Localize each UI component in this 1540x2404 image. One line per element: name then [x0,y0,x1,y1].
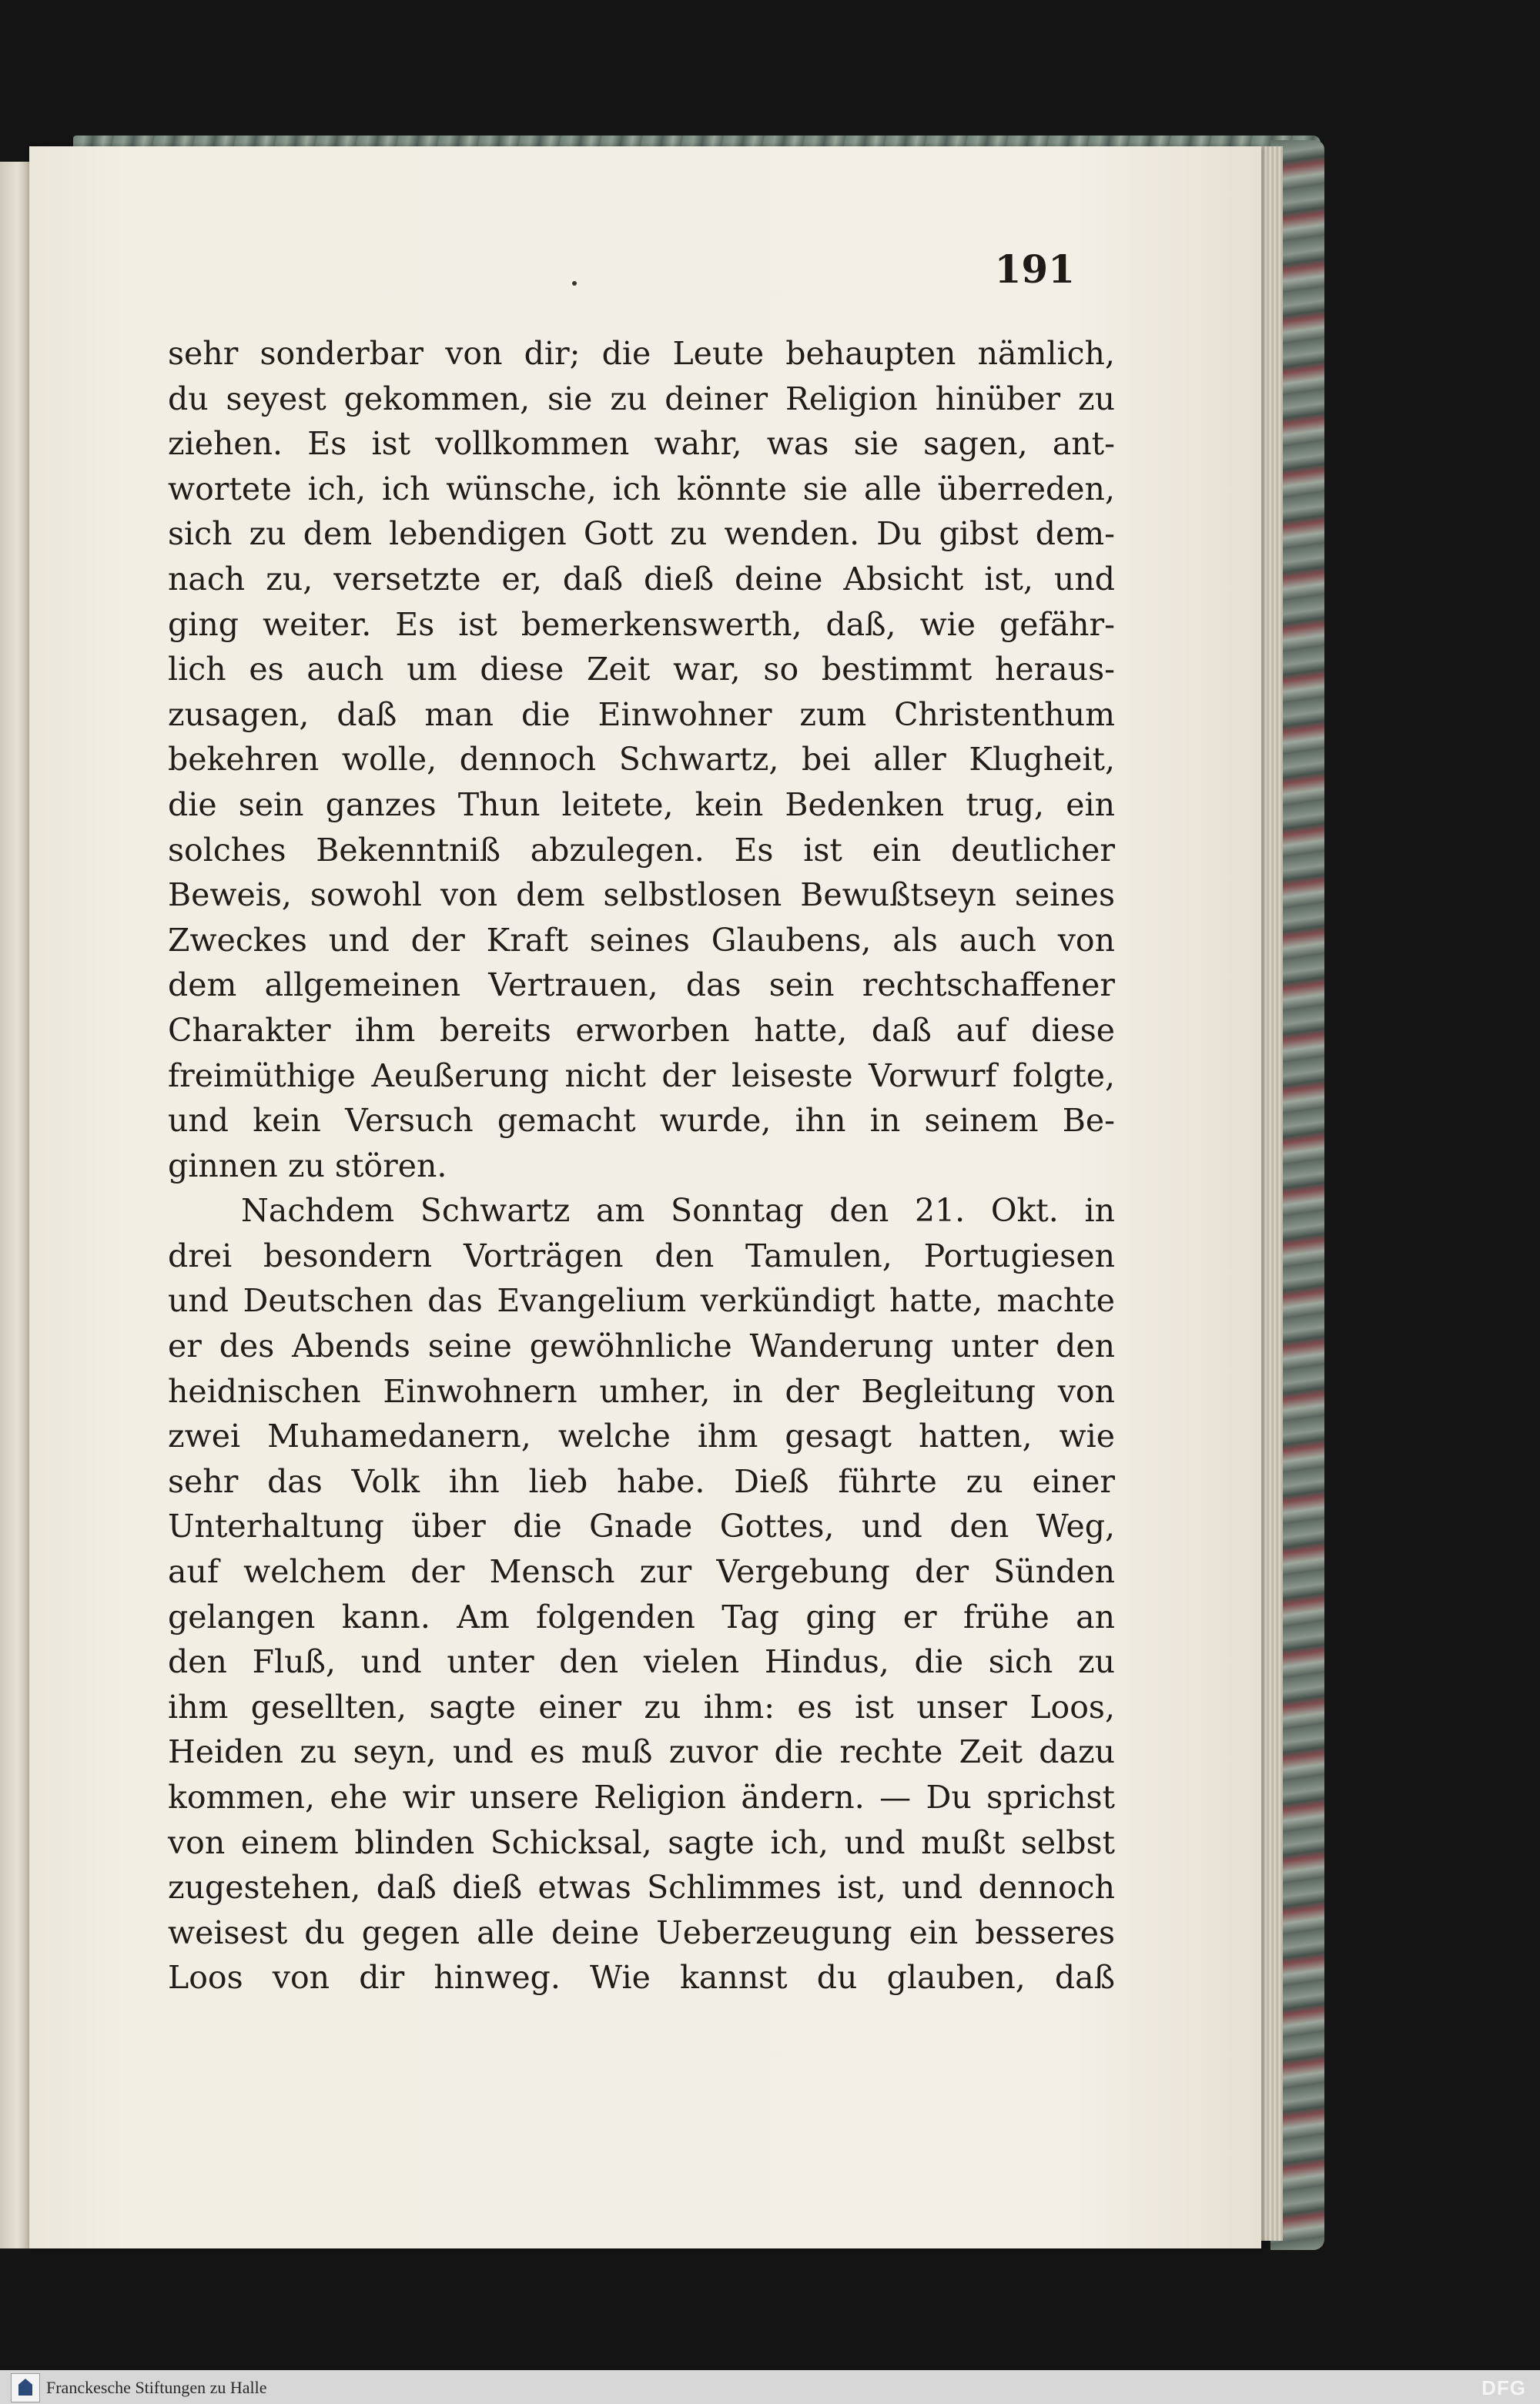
text-line: auf welchem der Mensch zur Vergebung der Sünden [168,1553,1115,1591]
text-line: ihm gesellten, sagte einer zu ihm: es ist unser Loos, [168,1688,1115,1726]
text-line: Heiden zu seyn, und es muß zuvor die rechte Zeit dazu [168,1733,1115,1771]
opposite-page-edge [0,162,31,2248]
text-line: ginnen zu stören. [168,1147,447,1184]
text-line: von einem blinden Schicksal, sagte ich, und mußt selbst [168,1823,1115,1861]
text-line: zwei Muhamedanern, welche ihm gesagt hatten, wie [168,1418,1115,1455]
text-line: heidnischen Einwohnern umher, in der Begleitung von [168,1372,1115,1410]
logo-emblem [18,2379,32,2396]
text-line: sich zu dem lebendigen Gott zu wenden. Du gibst dem- [168,515,1115,553]
text-line: Charakter ihm bereits erworben hatte, daß auf diese [168,1011,1115,1049]
text-line: weisest du gegen alle deine Ueberzeugung ein besseres [168,1913,1115,1951]
text-line: ging weiter. Es ist bemerkenswerth, daß, wie gefähr- [168,605,1115,643]
footer-bar [0,2370,1540,2404]
book-page [29,146,1261,2248]
dfg-badge: DFG [1481,2376,1526,2399]
text-line: gelangen kann. Am folgenden Tag ging er frühe an [168,1598,1115,1636]
franckesche-logo-icon [11,2373,40,2402]
text-line: wortete ich, ich wünsche, ich könnte sie alle überreden, [168,470,1115,507]
text-line: nach zu, versetzte er, daß dieß deine Absicht ist, und [168,560,1115,598]
body-text [168,331,1115,2001]
text-line: zusagen, daß man die Einwohner zum Christenthum [168,695,1115,733]
text-line: Nachdem Schwartz am Sonntag den 21. Okt. in [241,1192,1115,1230]
text-line: lich es auch um diese Zeit war, so bestimmt heraus- [168,651,1115,688]
text-line: bekehren wolle, dennoch Schwartz, bei aller Klugheit, [168,741,1115,778]
text-line: kommen, ehe wir unsere Religion ändern. — Du sprichst [168,1779,1115,1816]
footer-institution: Franckesche Stiftungen zu Halle [46,2378,267,2397]
text-line: drei besondern Vorträgen den Tamulen, Portugiesen [168,1237,1115,1274]
page-number: 191 [994,246,1075,292]
text-line: du seyest gekommen, sie zu deiner Religion hinüber zu [168,380,1115,417]
print-speck [572,281,577,286]
text-line: Zweckes und der Kraft seines Glaubens, als auch von [168,921,1115,959]
text-line: die sein ganzes Thun leitete, kein Bedenken trug, ein [168,785,1115,823]
text-line: zugestehen, daß dieß etwas Schlimmes ist, und dennoch [168,1869,1115,1907]
text-line: ziehen. Es ist vollkommen wahr, was sie sagen, ant- [168,425,1115,463]
text-line: sehr sonderbar von dir; die Leute behaupten nämlich, [168,335,1115,372]
text-line: er des Abends seine gewöhnliche Wanderung unter den [168,1328,1115,1365]
text-line: solches Bekenntniß abzulegen. Es ist ein deutlicher [168,831,1115,869]
text-line: Loos von dir hinweg. Wie kannst du glauben, daß [168,1959,1115,1997]
text-line: Beweis, sowohl von dem selbstlosen Bewußtseyn seines [168,876,1115,914]
text-line: sehr das Volk ihn lieb habe. Dieß führte zu einer [168,1462,1115,1500]
text-line: freimüthige Aeußerung nicht der leiseste Vorwurf folgte, [168,1056,1115,1094]
text-line: den Fluß, und unter den vielen Hindus, die sich zu [168,1643,1115,1681]
text-line: dem allgemeinen Vertrauen, das sein rechtschaffener [168,966,1115,1004]
text-line: und kein Versuch gemacht wurde, ihn in seinem Be- [168,1102,1115,1140]
text-line: Unterhaltung über die Gnade Gottes, und den Weg, [168,1508,1115,1545]
text-line: und Deutschen das Evangelium verkündigt hatte, machte [168,1282,1115,1320]
